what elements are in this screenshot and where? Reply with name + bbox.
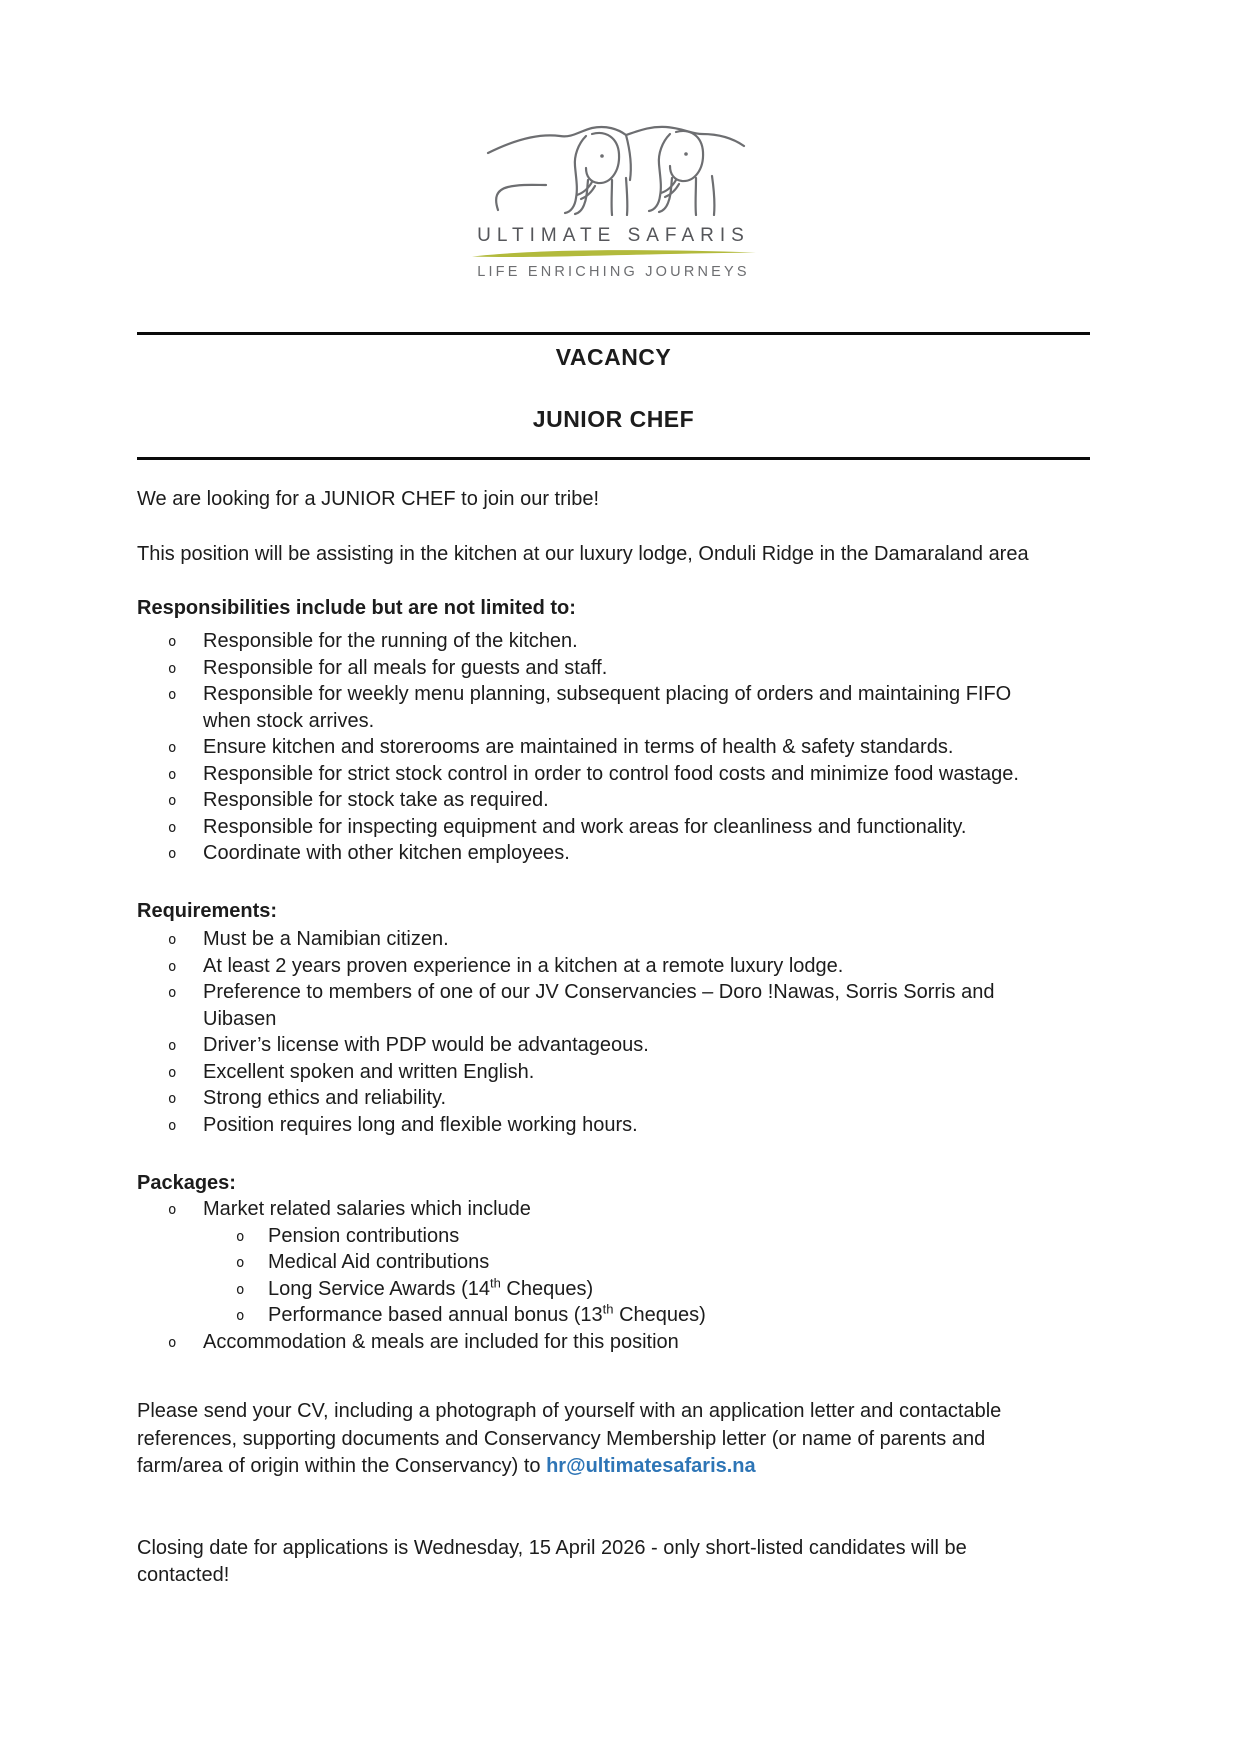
bullet-icon: o <box>236 1281 245 1298</box>
closing-line: contacted! <box>137 1563 230 1586</box>
responsibilities-heading: Responsibilities include but are not limited to: <box>137 597 576 619</box>
list-item-continuation: Uibasen <box>203 1007 277 1030</box>
list-item-text: Performance based annual bonus (13th Cheques) <box>268 1301 706 1326</box>
company-logo <box>137 122 1090 281</box>
bullet-icon: o <box>168 1091 177 1107</box>
list-item-text: Ensure kitchen and storerooms are maintained in terms of health & safety standards. <box>203 736 954 758</box>
location-line: This position will be assisting in the kitchen at our luxury lodge, Onduli Ridge in the Damaraland area <box>137 543 1029 565</box>
bullet-icon: o <box>236 1308 245 1324</box>
bullet-icon: o <box>168 1038 177 1054</box>
list-item-text: Responsible for inspecting equipment and work areas for cleanliness and functionality. <box>203 815 967 838</box>
list-item <box>137 926 1090 953</box>
bullet-icon: o <box>168 793 177 809</box>
list-item <box>137 953 1090 980</box>
list-item <box>137 628 1090 655</box>
list-item-text: Accommodation & meals are included for this position <box>203 1330 679 1353</box>
list-item-text: Position requires long and flexible working hours. <box>203 1113 638 1136</box>
list-item-text: Responsible for the running of the kitchen. <box>203 630 578 652</box>
bullet-icon: o <box>168 660 177 677</box>
brand-swoosh-icon <box>468 249 760 259</box>
closing-date-paragraph <box>137 1535 1090 1588</box>
application-line: farm/area of origin within the Conservancy) to hr@ultimatesafaris.na <box>137 1455 756 1477</box>
list-item-text: Strong ethics and reliability. <box>203 1087 447 1109</box>
application-line: Please send your CV, including a photograph of yourself with an application letter and contactable <box>137 1400 1002 1422</box>
list-item-text: Responsible for stock take as required. <box>203 789 549 811</box>
bullet-icon: o <box>168 985 177 1001</box>
brand-name: ULTIMATE SAFARIS <box>477 225 750 246</box>
bullet-icon: o <box>236 1228 245 1245</box>
bullet-icon: o <box>168 687 177 703</box>
list-item-text: Preference to members of one of our JV Conservancies – Doro !Nawas, Sorris Sorris and <box>203 981 995 1003</box>
list-item-text: Coordinate with other kitchen employees. <box>203 842 570 864</box>
list-item-text: Medical Aid contributions <box>268 1251 490 1273</box>
bullet-icon: o <box>168 1202 177 1218</box>
position-title: JUNIOR CHEF <box>532 406 695 432</box>
list-item-text: Long Service Awards (14th Cheques) <box>268 1274 594 1300</box>
bullet-icon: o <box>168 819 177 836</box>
bullet-icon: o <box>168 1064 177 1081</box>
list-subitem <box>137 1249 1090 1276</box>
list-item-text: Responsible for weekly menu planning, subsequent placing of orders and maintaining FIFO <box>203 683 1012 705</box>
list-subitem <box>137 1276 1090 1303</box>
bullet-icon: o <box>168 846 177 862</box>
requirements-list <box>137 926 1090 1138</box>
list-item <box>137 655 1090 682</box>
list-item <box>137 840 1090 867</box>
application-instructions <box>137 1398 1090 1481</box>
two-elephants-line-art-icon <box>468 122 760 221</box>
bullet-icon: o <box>168 1117 177 1134</box>
bullet-icon: o <box>168 932 177 948</box>
packages-list <box>137 1196 1090 1355</box>
divider-line-bottom <box>137 457 1090 460</box>
responsibilities-list <box>137 628 1090 867</box>
list-item <box>137 1196 1090 1223</box>
bullet-icon: o <box>168 1334 177 1351</box>
vacancy-title: VACANCY <box>555 344 672 370</box>
bullet-icon: o <box>168 958 177 975</box>
bullet-icon: o <box>236 1255 245 1271</box>
bullet-icon: o <box>168 634 177 650</box>
list-item-text: At least 2 years proven experience in a kitchen at a remote luxury lodge. <box>203 954 844 977</box>
email-link[interactable]: hr@ultimatesafaris.na <box>546 1455 756 1477</box>
brand-tagline: LIFE ENRICHING JOURNEYS <box>477 264 750 280</box>
bullet-icon: o <box>168 766 177 783</box>
list-item <box>137 1085 1090 1112</box>
list-item-text: Pension contributions <box>268 1224 460 1247</box>
list-item-text: Market related salaries which include <box>203 1198 531 1220</box>
list-item-text: Must be a Namibian citizen. <box>203 928 449 950</box>
list-item <box>137 1112 1090 1139</box>
list-item <box>137 979 1090 1006</box>
list-item-text: Responsible for all meals for guests and staff. <box>203 656 608 679</box>
list-item <box>137 734 1090 761</box>
packages-heading: Packages: <box>137 1172 236 1194</box>
list-item-continuation: when stock arrives. <box>203 709 375 732</box>
closing-line: Closing date for applications is Wednesday, 15 April 2026 - only short-listed candidates will be <box>137 1537 967 1559</box>
list-item <box>137 1032 1090 1059</box>
requirements-heading: Requirements: <box>137 900 278 922</box>
list-item-text: Responsible for strict stock control in order to control food costs and minimize food wastage. <box>203 762 1019 785</box>
intro-line: We are looking for a JUNIOR CHEF to join our tribe! <box>137 488 600 510</box>
list-item <box>137 1329 1090 1356</box>
list-item <box>137 761 1090 788</box>
ordinal-superscript: th <box>489 1274 501 1290</box>
list-item-text: Driver’s license with PDP would be advantageous. <box>203 1034 649 1056</box>
list-item-text: Excellent spoken and written English. <box>203 1060 535 1083</box>
list-item <box>137 814 1090 841</box>
list-subitem <box>137 1223 1090 1250</box>
ordinal-superscript: th <box>602 1301 614 1317</box>
bullet-icon: o <box>168 740 177 756</box>
list-item <box>137 787 1090 814</box>
list-item <box>137 681 1090 708</box>
application-line: references, supporting documents and Conservancy Membership letter (or name of parents and <box>137 1427 986 1450</box>
divider-line-top <box>137 332 1090 335</box>
list-subitem <box>137 1302 1090 1329</box>
list-item <box>137 1059 1090 1086</box>
